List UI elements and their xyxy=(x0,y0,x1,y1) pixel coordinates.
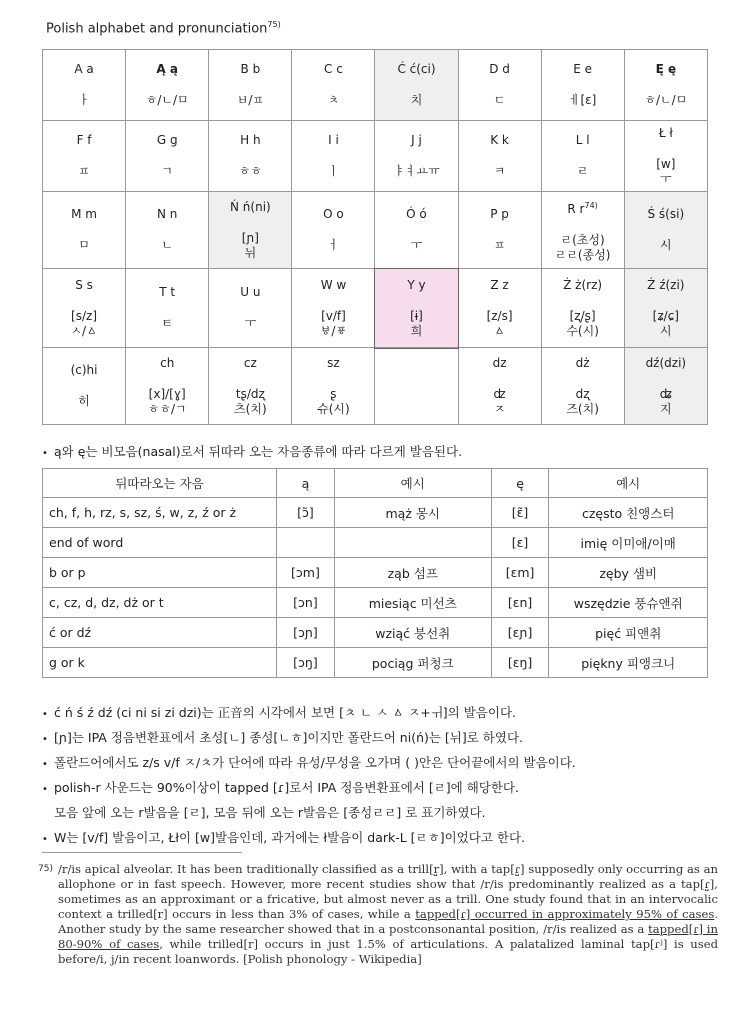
nasal-row xyxy=(43,498,708,528)
nasal-row xyxy=(43,558,708,588)
pronunciation-alt: ㅈ xyxy=(493,401,506,416)
letter-label: D d xyxy=(489,62,510,76)
note-3: • 폴란드어에서도 z/s v/f ㅈ/ㅊ가 단어에 따라 유성/무성을 오가며 ( )안은 단어끝에서의 발음이다. xyxy=(42,755,576,770)
alphabet-row xyxy=(43,121,708,192)
letter-cell xyxy=(43,192,126,269)
nasal-cell: pociąg 퍼청크 xyxy=(334,648,491,678)
letter-cell xyxy=(375,121,458,192)
pronunciation: ʥ xyxy=(659,386,672,401)
nasal-header-row xyxy=(43,469,708,498)
nasal-cell: b or p xyxy=(43,558,277,588)
letter-label: Ć ć(ci) xyxy=(397,62,436,76)
pronunciation: ʂ xyxy=(330,386,337,401)
letter-label: H h xyxy=(240,133,261,147)
nasal-cell: [ɛŋ] xyxy=(491,648,549,678)
letter-cell xyxy=(43,121,126,192)
letter-cell xyxy=(209,121,292,192)
letter-cell xyxy=(375,269,458,348)
letter-label: W w xyxy=(320,277,347,292)
pronunciation: ㅣ xyxy=(327,164,340,178)
pronunciation: ㅊ xyxy=(327,93,340,107)
letter-label: Ń ń(ni) xyxy=(230,199,271,214)
letter-cell xyxy=(126,192,209,269)
nasal-cell: [ɛ] xyxy=(491,528,549,558)
letter-cell xyxy=(126,50,209,121)
letter-cell xyxy=(292,121,375,192)
nasal-header-cell: 예시 xyxy=(549,469,708,498)
letter-label: F f xyxy=(76,133,92,147)
pronunciation-alt: 뉘 xyxy=(244,245,257,260)
letter-label: E e xyxy=(573,62,592,76)
letter-label: cz xyxy=(243,355,257,370)
pronunciation-alt: ㄹㄹ(종성) xyxy=(554,247,611,262)
nasal-cell: [ɛ̃] xyxy=(491,498,549,528)
pronunciation: ㅓ xyxy=(327,238,340,252)
pronunciation: [ʑ/ɕ] xyxy=(652,308,679,323)
pronunciation: ㅎ/ㄴ/ㅁ xyxy=(145,93,189,107)
pronunciation: ㅎㅎ xyxy=(238,164,262,178)
letter-cell xyxy=(292,50,375,121)
nasal-cell xyxy=(277,528,335,558)
pronunciation-alt: ㅅ/ㅿ xyxy=(70,323,98,338)
letter-cell xyxy=(624,121,707,192)
letter-label: S s xyxy=(75,277,93,292)
letter-cell xyxy=(375,348,458,425)
letter-label: Ź ź(zi) xyxy=(647,277,685,292)
letter-label: T t xyxy=(159,285,176,299)
letter-cell xyxy=(43,269,126,348)
nasal-cell: [ɛm] xyxy=(491,558,549,588)
nasal-cell: [ɛn] xyxy=(491,588,549,618)
nasal-cell: wszędzie 풍슈앤쥐 xyxy=(549,588,708,618)
pronunciation-alt: 즈(치) xyxy=(566,401,599,416)
nasal-cell: zęby 샘비 xyxy=(549,558,708,588)
footnote-separator xyxy=(42,852,242,853)
nasal-header-cell: ę xyxy=(491,469,549,498)
letter-cell xyxy=(292,269,375,348)
pronunciation: ㅍ xyxy=(493,238,506,252)
letter-label: dż xyxy=(575,355,590,370)
pronunciation: tʂ/dʐ xyxy=(235,386,265,401)
letter-cell xyxy=(541,348,624,425)
nasal-note: • ą와 ę는 비모음(nasal)로서 뒤따라 오는 자음종류에 따라 다르게 발음된다. xyxy=(42,444,463,459)
nasal-cell: piękny 피앵크니 xyxy=(549,648,708,678)
letter-cell xyxy=(458,192,541,269)
nasal-cell: g or k xyxy=(43,648,277,678)
letter-cell xyxy=(209,50,292,121)
pronunciation: ㄷ xyxy=(493,93,506,107)
letter-label: J j xyxy=(411,133,422,147)
pronunciation-alt: ㅎㅎ/ㄱ xyxy=(147,401,187,416)
pronunciation: [ɲ] xyxy=(241,230,259,245)
letter-cell xyxy=(624,269,707,348)
note-6: • W는 [v/f] 발음이고, Łł이 [w]발음인데, 과거에는 ł발음이 dark-L [ㄹㅎ]이었다고 한다. xyxy=(42,830,525,845)
nasal-cell: [ɛɲ] xyxy=(491,618,549,648)
pronunciation-alt: 지 xyxy=(660,401,672,416)
letter-cell xyxy=(126,348,209,425)
nasal-header-cell: 예시 xyxy=(334,469,491,498)
pronunciation: dʐ xyxy=(575,386,590,401)
nasal-cell: wziąć 붕선취 xyxy=(334,618,491,648)
note-2: • [ɲ]는 IPA 정음변환표에서 초성[ㄴ] 종성[ㄴㅎ]이지만 폴란드어 ni(ń)는 [뉘]로 하였다. xyxy=(42,730,523,745)
pronunciation-alt: 희 xyxy=(410,323,423,338)
pronunciation-alt: 시 xyxy=(660,323,672,338)
letter-cell xyxy=(541,121,624,192)
pronunciation: ㅍ xyxy=(78,164,90,178)
pronunciation: ㄹ(초성) xyxy=(560,232,605,247)
letter-cell xyxy=(43,348,126,425)
nasal-row xyxy=(43,618,708,648)
letter-cell xyxy=(458,269,541,348)
pronunciation: ㅑㅕㅛㅠ xyxy=(393,164,440,178)
pronunciation-alt: ㅿ xyxy=(493,323,506,338)
pronunciation: [x]/[ɣ] xyxy=(148,386,186,401)
letter-label: A a xyxy=(74,62,94,76)
letter-cell xyxy=(624,50,707,121)
letter-cell xyxy=(209,269,292,348)
letter-cell xyxy=(43,50,126,121)
letter-label: U u xyxy=(240,285,261,299)
nasal-cell: często 친앵스터 xyxy=(549,498,708,528)
letter-label: dź(dzi) xyxy=(645,355,687,370)
letter-cell xyxy=(209,192,292,269)
letter-cell xyxy=(541,269,624,348)
nasal-cell: [ɔ̃] xyxy=(277,498,335,528)
nasal-cell: miesiąc 미선츠 xyxy=(334,588,491,618)
nasal-cell: ć or dź xyxy=(43,618,277,648)
letter-label: N n xyxy=(156,207,178,221)
footnote: 75) /r/is apical alveolar. It has been traditionally classified as a trill[r̺], with a tap[ɾ̺] supposedly only occurring as an allophone or in fast speech. However, more recent studies show that /r/is predominantly realized as a tap[ɾ̺], sometimes as an approximant or a fricative, but almost never as a trill. One study found that in an intervocalic context a trilled[r] occurs in less than 3% of cases, while a tapped[ɾ] occurred in approximately 95% of cases. Another study by the same researcher showed that in a postconsonantal position, /r/is realized as a tapped[ɾ] in 80-90% of cases, while trilled[r] occurs in just 1.5% of articulations. A palatalized laminal tap[ɾʲ] is used before/i, j/in recent loanwords. [Polish phonology - Wikipedia] xyxy=(38,862,719,966)
pronunciation: [s/z] xyxy=(71,308,98,323)
nasal-header-cell: ą xyxy=(277,469,335,498)
pronunciation-alt: 츠(치) xyxy=(234,401,267,416)
nasal-cell: [ɔm] xyxy=(277,558,335,588)
nasal-cell: pięć 피앤취 xyxy=(549,618,708,648)
letter-label: Ą ą xyxy=(156,62,178,76)
letter-label: Z z xyxy=(490,277,509,292)
nasal-cell: ząb 섬프 xyxy=(334,558,491,588)
letter-cell xyxy=(458,348,541,425)
pronunciation: 치 xyxy=(410,93,423,107)
nasal-cell xyxy=(334,528,491,558)
letter-label: (c)hi xyxy=(70,363,98,377)
letter-cell xyxy=(292,348,375,425)
pronunciation: [ʐ/ʂ] xyxy=(569,308,596,323)
alphabet-row xyxy=(43,50,708,121)
nasal-cell: mąż 몽시 xyxy=(334,498,491,528)
pronunciation: ㅁ xyxy=(78,238,90,252)
letter-label: K k xyxy=(490,133,509,147)
pronunciation: ㄹ xyxy=(576,164,589,178)
letter-label: sz xyxy=(327,355,340,370)
nasal-cell: end of word xyxy=(43,528,277,558)
letter-cell xyxy=(292,192,375,269)
note-4: • polish-r 사운드는 90%이상이 tapped [ɾ]로서 IPA 정음변환표에서 [ㄹ]에 해당한다. xyxy=(42,780,519,795)
letter-label: M m xyxy=(71,207,97,221)
letter-cell xyxy=(541,50,624,121)
letter-cell xyxy=(458,50,541,121)
pronunciation: ㅜ xyxy=(244,316,257,330)
pronunciation: ㅔ[ɛ] xyxy=(568,93,597,107)
letter-label: ch xyxy=(160,355,175,370)
alphabet-row xyxy=(43,348,708,425)
nasal-cell: imię 이미애/이매 xyxy=(549,528,708,558)
letter-label: Ó ó xyxy=(406,207,427,221)
letter-label: Ż ż(rz) xyxy=(563,277,603,292)
note-5: 모음 앞에 오는 r발음을 [ㄹ], 모음 뒤에 오는 r발음은 [종성ㄹㄹ] 로 표기하였다. xyxy=(54,805,486,820)
letter-label: P p xyxy=(490,207,509,221)
letter-cell xyxy=(541,192,624,269)
letter-cell xyxy=(375,192,458,269)
pronunciation: ㅎ/ㄴ/ㅁ xyxy=(644,93,688,107)
pronunciation: ㅋ xyxy=(493,164,506,178)
pronunciation: ㄴ xyxy=(161,238,173,252)
nasal-header-cell: 뒤따라오는 자음 xyxy=(43,469,277,498)
nasal-cell: [ɔɲ] xyxy=(277,618,335,648)
letter-label: L l xyxy=(575,133,590,147)
nasal-row xyxy=(43,528,708,558)
pronunciation: ㅏ xyxy=(78,93,90,107)
letter-cell xyxy=(375,50,458,121)
letter-label: O o xyxy=(323,207,344,221)
letter-label: Y y xyxy=(407,277,426,292)
pronunciation: [w] xyxy=(656,156,676,171)
letter-cell xyxy=(209,348,292,425)
pronunciation: [ɨ] xyxy=(410,308,423,323)
nasal-cell: ch, f, h, rz, s, sz, ś, w, z, ź or ż xyxy=(43,498,277,528)
note-1: • ć ń ś ź dź (ci ni si zi dzi)는 正音의 시각에서 보면 [ㅊ ㄴ ㅅ ㅿ ㅈ+ㅟ]의 발음이다. xyxy=(42,705,516,720)
nasal-cell: [ɔŋ] xyxy=(277,648,335,678)
letter-label: I i xyxy=(328,133,339,147)
letter-cell xyxy=(458,121,541,192)
pronunciation-alt: 슈(시) xyxy=(317,401,350,416)
letter-label: Ę ę xyxy=(655,62,677,76)
page-title: Polish alphabet and pronunciation$^{75)}$ xyxy=(46,20,281,37)
nasal-cell: c, cz, d, dz, dż or t xyxy=(43,588,277,618)
letter-label: C c xyxy=(324,62,343,76)
nasal-cell: [ɔn] xyxy=(277,588,335,618)
nasal-table xyxy=(42,468,708,678)
alphabet-row xyxy=(43,192,708,269)
pronunciation: 시 xyxy=(660,238,672,252)
pronunciation: ㅜ xyxy=(410,238,423,252)
alphabet-row xyxy=(43,269,708,348)
letter-cell xyxy=(126,269,209,348)
pronunciation-alt: 수(시) xyxy=(566,323,599,338)
letter-label: Ł ł xyxy=(658,125,673,140)
pronunciation: ㄱ xyxy=(161,164,173,178)
letter-cell xyxy=(126,121,209,192)
pronunciation: [v/f] xyxy=(321,308,346,323)
pronunciation-alt: ㅜ xyxy=(660,171,672,186)
pronunciation: ㅂ/ㅍ xyxy=(236,93,264,107)
pronunciation-alt: ㅸ/ㆄ xyxy=(319,323,348,338)
letter-label: dz xyxy=(492,355,507,370)
letter-label: G g xyxy=(156,133,178,147)
pronunciation: ʣ xyxy=(493,386,506,401)
pronunciation: ㅌ xyxy=(161,316,173,330)
nasal-row xyxy=(43,588,708,618)
pronunciation: 히 xyxy=(78,394,90,408)
letter-label: B b xyxy=(240,62,261,76)
letter-cell xyxy=(624,192,707,269)
footnote-ref: 74) xyxy=(584,200,598,210)
letter-label: Ś ś(si) xyxy=(647,207,685,221)
alphabet-table xyxy=(42,49,708,425)
letter-label: R r xyxy=(567,201,585,216)
letter-cell xyxy=(624,348,707,425)
nasal-row xyxy=(43,648,708,678)
pronunciation: [z/s] xyxy=(486,308,513,323)
